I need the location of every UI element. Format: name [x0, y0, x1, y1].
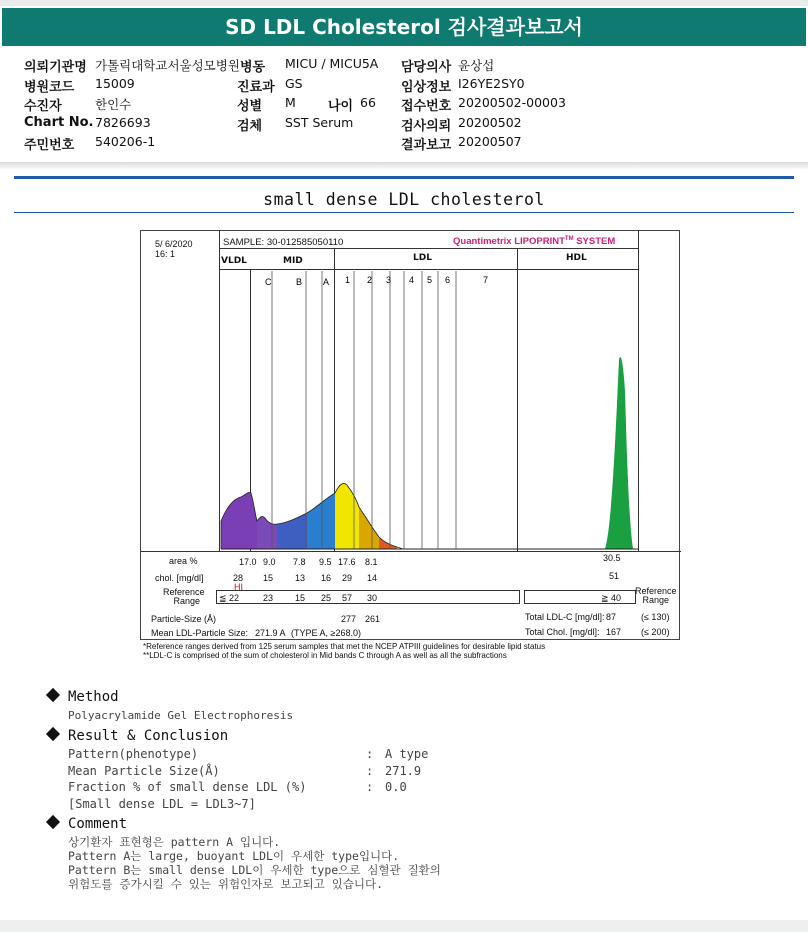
recipient-label: 수진자 — [24, 99, 62, 114]
chol-mid-a: 16 — [321, 573, 332, 583]
comment-line: 상기환자 표현형은 pattern A 입니다. — [68, 835, 281, 849]
department-label: 진료과 — [237, 80, 275, 95]
particle-row-label: Particle-Size (Å) — [151, 614, 217, 624]
footnotes — [143, 642, 545, 660]
ref-ldl2: 30 — [367, 593, 378, 603]
hospital-code-value: 15009 — [95, 76, 135, 91]
bullet-icon — [46, 815, 60, 829]
chol-mid-c: 15 — [263, 573, 274, 583]
report-title: SD LDL Cholesterol 검사결과보고서 — [2, 8, 806, 46]
area-ldl1: 17.6 — [338, 557, 356, 567]
total-ldl-value: 87 — [606, 612, 617, 622]
mid-band-label: C — [265, 277, 272, 287]
area-mid-b: 7.8 — [293, 557, 306, 567]
divider-thin — [14, 212, 794, 213]
comment-line: Pattern A는 large, buoyant LDL이 우세한 type입니다. — [68, 849, 400, 863]
report-date: 5/ 6/2020 — [155, 239, 193, 249]
resident-no-label: 주민번호 — [24, 138, 75, 153]
particle-ldl2: 261 — [365, 614, 381, 624]
receipt-no-label: 접수번호 — [401, 99, 452, 114]
clinical-info-label: 임상정보 — [401, 80, 452, 95]
mean-particle-type: (TYPE A, ≥268.0) — [291, 628, 361, 638]
chol-hdl: 51 — [609, 571, 620, 581]
report-time: 16: 1 — [155, 249, 176, 259]
result-row-value: A type — [385, 747, 429, 761]
top-shadow — [0, 0, 808, 6]
result-row-value: 271.9 — [385, 764, 422, 778]
result-report-label: 결과보고 — [401, 138, 452, 153]
area-row-label: area % — [169, 556, 198, 566]
mid-band-label: B — [296, 277, 303, 287]
result-note: [Small dense LDL = LDL3~7] — [68, 797, 256, 811]
ldl1-peak — [335, 483, 359, 549]
chol-ldl2: 14 — [367, 573, 378, 583]
ldl-band-label: 3 — [386, 275, 392, 285]
footnote-2: **LDL-C is comprised of the sum of cholesterol in Mid bands C through A as well as all the subfractions — [143, 651, 507, 660]
ward-value: MICU / MICU5A — [285, 56, 379, 71]
chol-vldl: 28 — [233, 573, 244, 583]
chart-no-value: 7826693 — [95, 115, 151, 130]
comment-heading: Comment — [48, 816, 127, 832]
area-mid-a: 9.5 — [319, 557, 332, 567]
test-request-value: 20200502 — [458, 115, 522, 130]
area-vldl: 17.0 — [239, 557, 257, 567]
mean-particle-value: 271.9 A — [255, 628, 286, 638]
ldl-band-label: 4 — [409, 275, 415, 285]
method-heading: Method — [48, 689, 119, 705]
result-row: Fraction % of small dense LDL (%) — [68, 780, 307, 794]
footnote-1: *Reference ranges derived from 125 serum samples that met the NCEP ATPIII guidelines for desirable lipid status — [143, 642, 546, 651]
chart-no-label: Chart No. — [24, 115, 94, 130]
particle-ldl1: 277 — [341, 614, 357, 624]
age-label: 나이 — [328, 99, 354, 114]
recipient-value: 한인수 — [95, 97, 132, 112]
bullet-icon — [46, 727, 60, 741]
ref-ldl1: 57 — [342, 593, 353, 603]
comment-line: 위험도를 증가시킬 수 있는 위험인자로 보고되고 있습니다. — [68, 877, 384, 891]
hospital-code-label: 병원코드 — [24, 80, 75, 95]
age-value: 66 — [360, 95, 376, 110]
brand-label: Quantimetrix LIPOPRINT™ SYSTEM — [453, 236, 616, 248]
receipt-no-value: 20200502-00003 — [458, 95, 566, 110]
test-request-label: 검사의뢰 — [401, 119, 452, 134]
clinical-info-value: I26YE2SY0 — [458, 76, 525, 91]
mid-a-peak — [307, 493, 335, 549]
result-row: Mean Particle Size(Å) — [68, 764, 220, 778]
separator-shadow — [0, 162, 808, 170]
department-value: GS — [285, 76, 303, 91]
ldl-band-label: 5 — [427, 275, 433, 285]
total-ldl-label: Total LDL-C [mg/dl]: — [525, 612, 605, 622]
total-chol-label: Total Chol. [mg/dl]: — [525, 627, 600, 637]
area-mid-c: 9.0 — [263, 557, 276, 567]
mid-c-peak — [257, 517, 277, 549]
total-chol-ref: (≤ 200) — [641, 627, 670, 637]
lipoprint-report — [140, 230, 680, 640]
result-row-value: 0.0 — [385, 780, 407, 794]
area-hdl: 30.5 — [603, 553, 621, 563]
ref-mid-c: 23 — [263, 593, 274, 603]
result-row: Pattern(phenotype) — [68, 747, 199, 761]
ref-row-label: Reference Range — [163, 587, 205, 606]
ref-mid-a: 25 — [321, 593, 332, 603]
mid-b-peak — [277, 513, 307, 549]
hi-flag: HI — [234, 582, 243, 592]
hdl-label: HDL — [566, 253, 587, 263]
result-row-sep: : — [366, 747, 374, 761]
total-ldl-ref: (≤ 130) — [641, 612, 670, 622]
result-row-sep: : — [366, 780, 374, 794]
ward-label: 병동 — [240, 60, 266, 75]
sex-value: M — [285, 95, 296, 110]
mean-particle-label: Mean LDL-Particle Size: — [151, 628, 249, 638]
method-text: Polyacrylamide Gel Electrophoresis — [68, 709, 294, 722]
ldl-band-label: 1 — [345, 275, 351, 285]
section-title: small dense LDL cholesterol — [263, 190, 545, 209]
institution-value: 가톨릭대학교서울성모병원 — [95, 58, 240, 73]
specimen-label: 검체 — [237, 119, 263, 134]
hdl-peak — [605, 357, 633, 549]
result-row-sep: : — [366, 764, 374, 778]
patient-info — [0, 50, 808, 162]
result-report-value: 20200507 — [458, 134, 522, 149]
bottom-band — [0, 920, 808, 932]
ref-vldl: ≦ 22 — [219, 593, 240, 603]
mid-band-label: A — [323, 277, 330, 287]
chol-ldl1: 29 — [342, 573, 353, 583]
ldl-band-label: 6 — [445, 275, 451, 285]
institution-label: 의뢰기관명 — [24, 60, 87, 75]
ldl-label: LDL — [413, 253, 432, 263]
table-top-rule — [141, 551, 681, 552]
ref-mid-b: 15 — [295, 593, 306, 603]
bullet-icon — [46, 688, 60, 702]
specimen-value: SST Serum — [285, 115, 354, 130]
electrophoresis-chart — [141, 231, 681, 641]
area-ldl2: 8.1 — [365, 557, 378, 567]
divider-thick — [14, 176, 794, 179]
chol-mid-b: 13 — [295, 573, 306, 583]
vldl-peak — [221, 492, 257, 549]
comment-line: Pattern B는 small dense LDL이 우세한 type으로 심혈관 질환의 — [68, 863, 441, 877]
chol-row-label: chol. [mg/dl] — [155, 573, 204, 583]
ldl-band-label: 7 — [483, 275, 489, 285]
total-chol-value: 167 — [606, 627, 622, 637]
sex-label: 성별 — [237, 99, 263, 114]
mid-label: MID — [283, 256, 303, 266]
result-heading: Result & Conclusion — [48, 728, 228, 744]
resident-no-value: 540206-1 — [95, 134, 156, 149]
doctor-label: 담당의사 — [401, 60, 452, 75]
ref-range-right-label: Reference Range — [635, 586, 677, 605]
ref-hdl: ≧ 40 — [601, 593, 622, 603]
ldl2-peak — [359, 507, 379, 549]
doctor-value: 윤상섭 — [458, 58, 495, 73]
ldl-band-label: 2 — [367, 275, 373, 285]
vldl-label: VLDL — [221, 256, 247, 266]
sample-id: SAMPLE: 30-012585050110 — [223, 237, 344, 248]
